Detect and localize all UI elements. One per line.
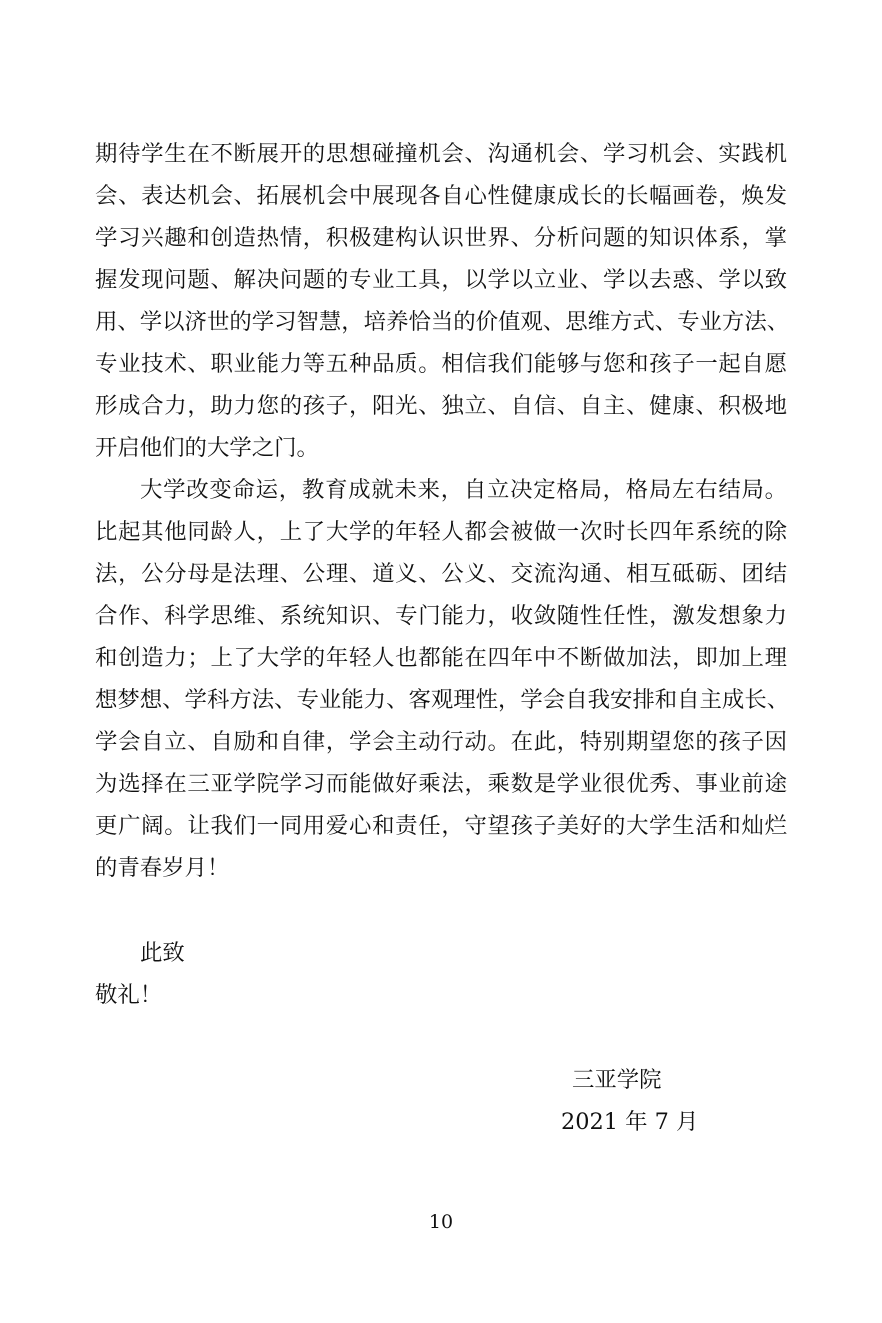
paragraph-line: 和创造力；上了大学的年轻人也都能在四年中不断做加法，即加上理 bbox=[95, 645, 787, 671]
closing-salutation: 此致 bbox=[140, 940, 185, 966]
paragraph-line: 开启他们的大学之门。 bbox=[95, 435, 319, 461]
paragraph-line: 想梦想、学科方法、专业能力、客观理性，学会自我安排和自主成长、 bbox=[95, 687, 790, 713]
paragraph-line: 专业技术、职业能力等五种品质。相信我们能够与您和孩子一起自愿 bbox=[95, 351, 787, 377]
signature-date: 2021 年 7 月 bbox=[561, 1109, 699, 1135]
paragraph-line: 合作、科学思维、系统知识、专门能力，收敛随性任性，激发想象力 bbox=[95, 603, 787, 629]
paragraph-line: 比起其他同龄人，上了大学的年轻人都会被做一次时长四年系统的除 bbox=[95, 519, 787, 545]
paragraph-line: 形成合力，助力您的孩子，阳光、独立、自信、自主、健康、积极地 bbox=[95, 393, 787, 419]
paragraph-line: 更广阔。让我们一同用爱心和责任，守望孩子美好的大学生活和灿烂 bbox=[95, 813, 787, 839]
paragraph-line: 学习兴趣和创造热情，积极建构认识世界、分析问题的知识体系，掌 bbox=[95, 225, 787, 251]
paragraph-line: 握发现问题、解决问题的专业工具，以学以立业、学以去惑、学以致 bbox=[95, 267, 787, 293]
page-number: 10 bbox=[428, 1211, 454, 1233]
paragraph-line: 期待学生在不断展开的思想碰撞机会、沟通机会、学习机会、实践机 bbox=[95, 141, 787, 167]
paragraph-line: 会、表达机会、拓展机会中展现各自心性健康成长的长幅画卷，焕发 bbox=[95, 183, 787, 209]
closing-regards: 敬礼！ bbox=[95, 982, 163, 1008]
signature-institution: 三亚学院 bbox=[572, 1067, 662, 1093]
paragraph-line: 为选择在三亚学院学习而能做好乘法，乘数是学业很优秀、事业前途 bbox=[95, 771, 787, 797]
paragraph-line: 的青春岁月！ bbox=[95, 855, 230, 881]
paragraph-first-line: 大学改变命运，教育成就未来，自立决定格局，格局左右结局。 bbox=[140, 477, 787, 503]
paragraph-line: 学会自立、自励和自律，学会主动行动。在此，特别期望您的孩子因 bbox=[95, 729, 787, 755]
paragraph-line: 用、学以济世的学习智慧，培养恰当的价值观、思维方式、专业方法、 bbox=[95, 309, 790, 335]
paragraph-line: 法，公分母是法理、公理、道义、公义、交流沟通、相互砥砺、团结 bbox=[95, 561, 787, 587]
